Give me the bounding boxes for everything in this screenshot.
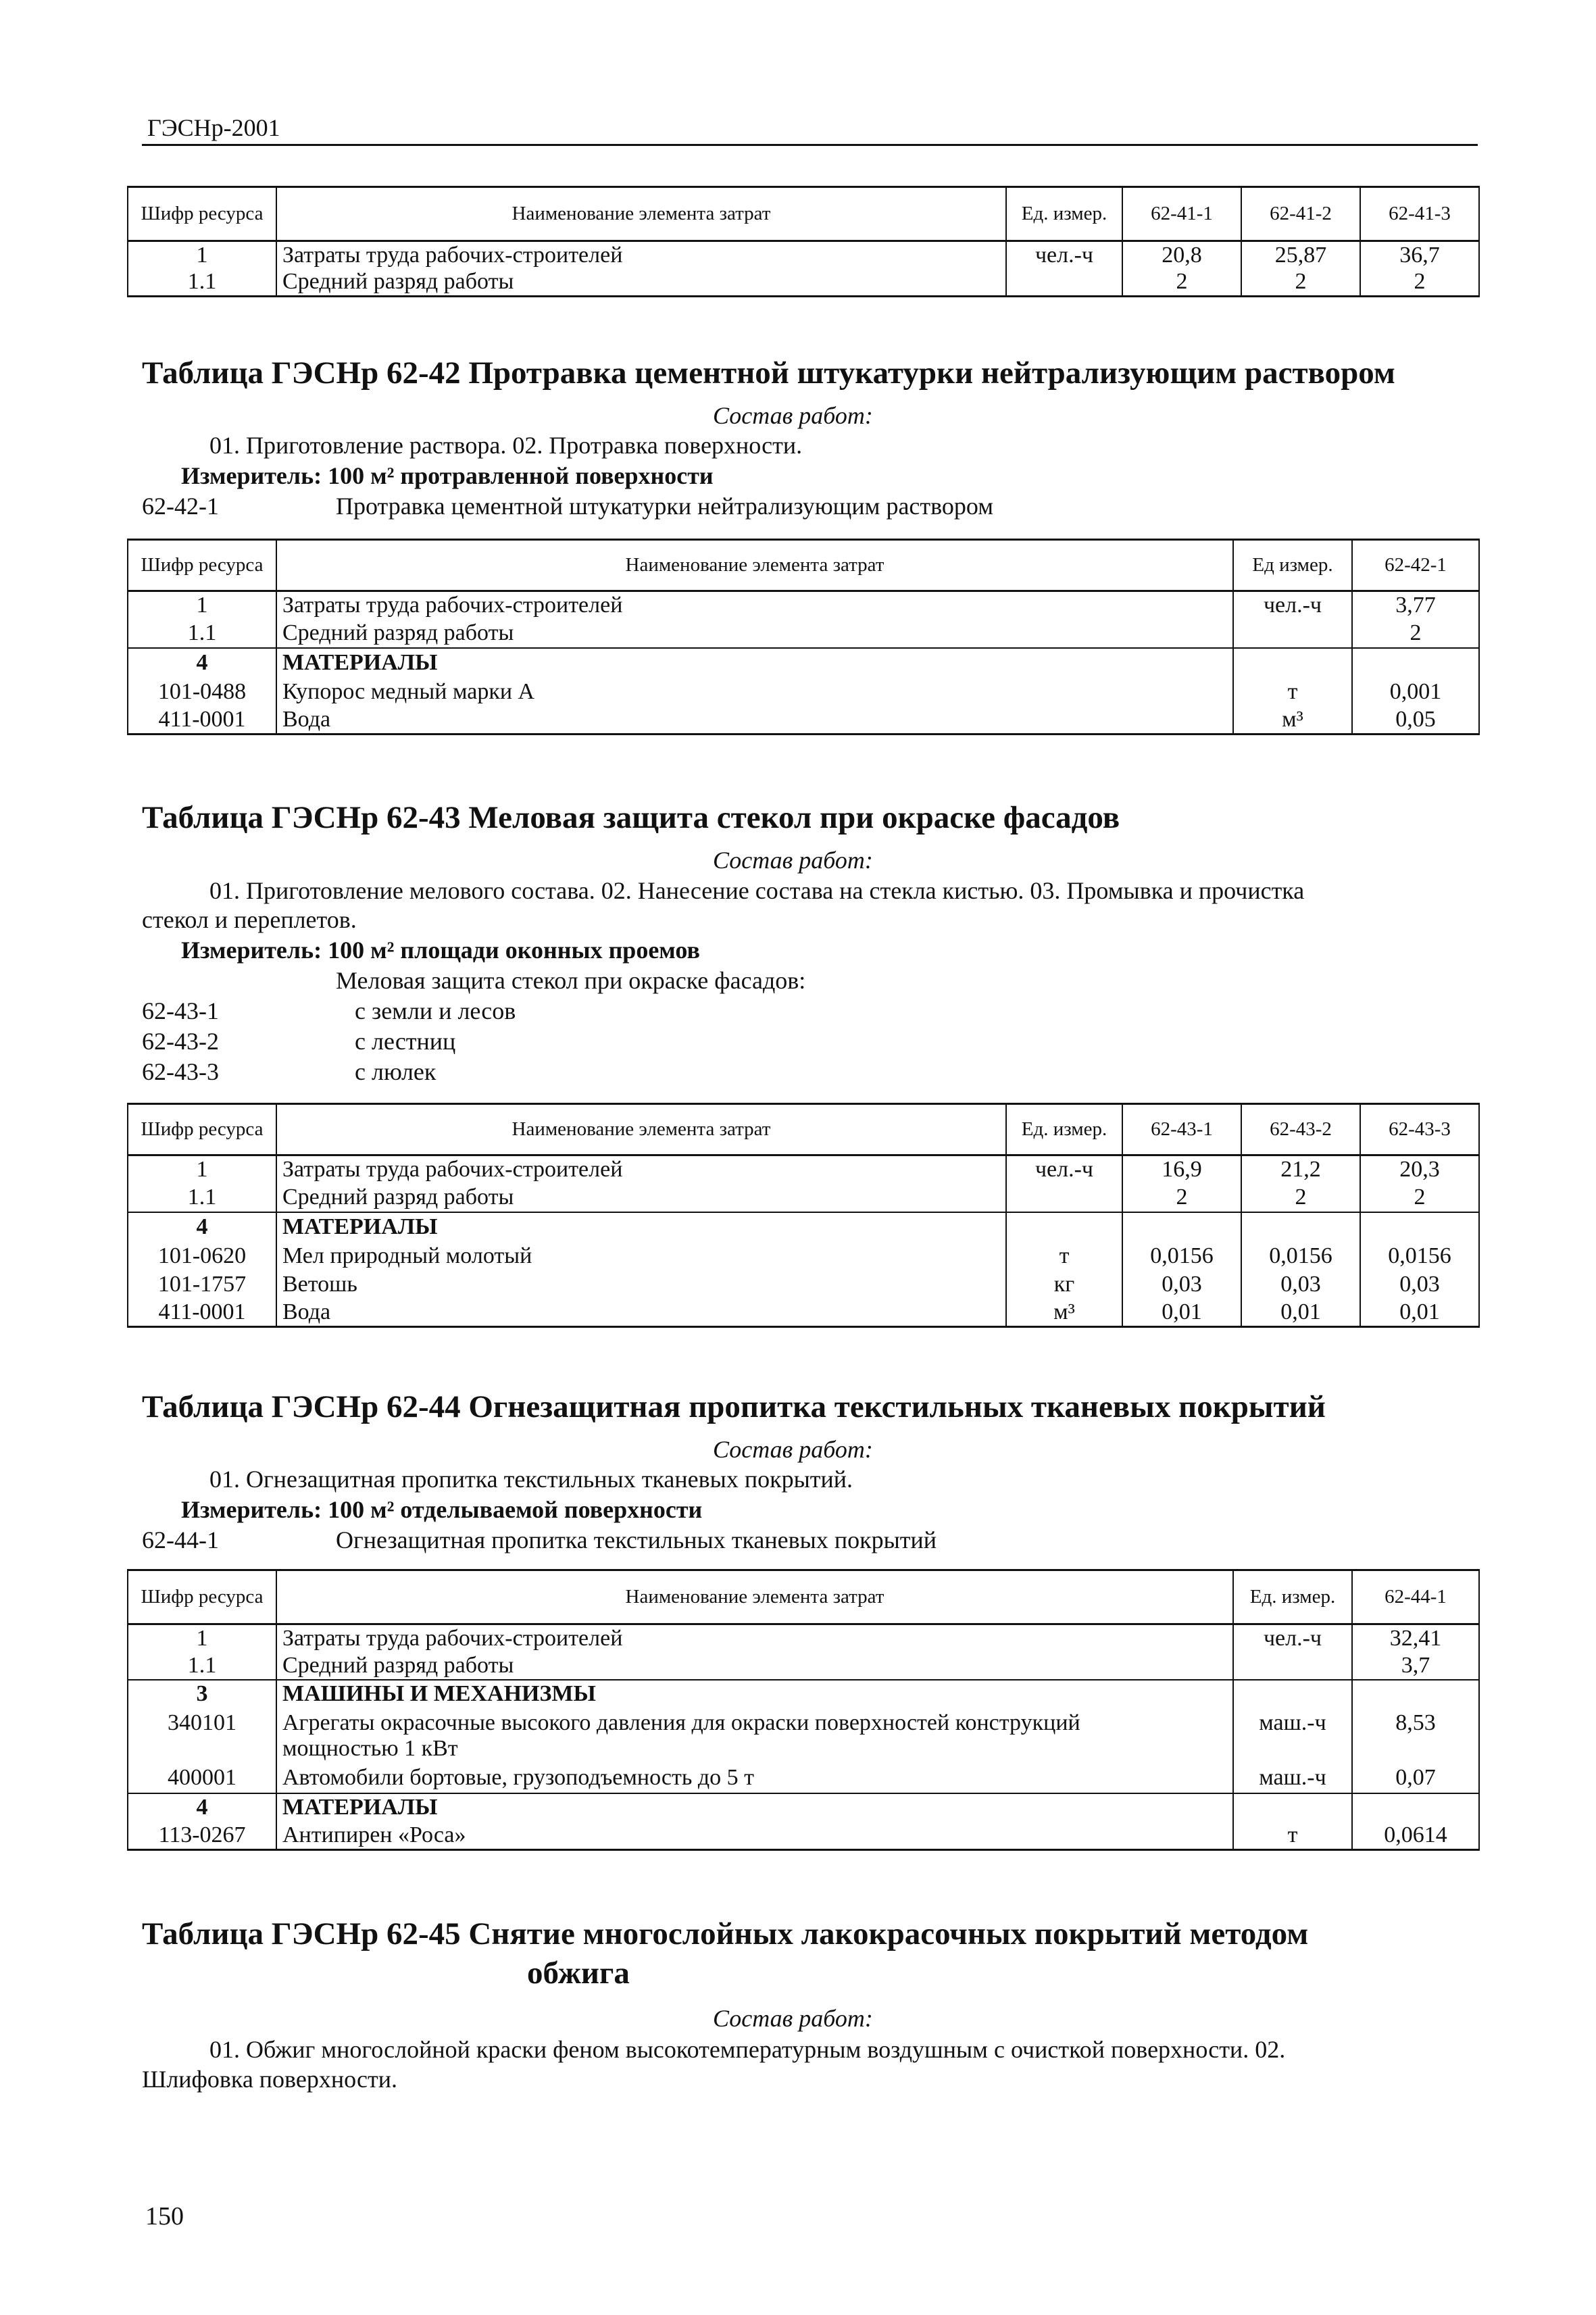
resource-unit [1233, 1793, 1352, 1822]
resource-unit: т [1233, 678, 1352, 706]
value-cell [1360, 1212, 1479, 1242]
value-cell: 2 [1122, 269, 1241, 297]
resource-name: Автомобили бортовые, грузоподъемность до 5 т [276, 1764, 1233, 1793]
col-unit: Ед измер. [1233, 540, 1352, 591]
table-62-43 [127, 1103, 1480, 1328]
norm-group-title: Меловая защита стекол при окраске фасадов: [336, 967, 806, 994]
work-composition-text: 01. Обжиг многослойной краски феном высокотемпературным воздушным с очисткой поверхности. 02. [209, 2036, 1286, 2063]
resource-code: 1.1 [128, 620, 276, 648]
col-norm: 62-42-1 [1352, 540, 1479, 591]
resource-unit: чел.-ч [1006, 1155, 1122, 1184]
resource-name: Средний разряд работы [276, 1184, 1006, 1212]
col-norm: 62-43-2 [1241, 1104, 1360, 1155]
resource-name: Вода [276, 706, 1233, 735]
table-row [128, 1184, 1479, 1212]
work-composition-text-cont: Шлифовка поверхности. [142, 2066, 397, 2093]
resource-unit: т [1233, 1822, 1352, 1850]
resource-name: Мел природный молотый [276, 1242, 1006, 1270]
value-cell: 8,53 [1352, 1708, 1479, 1764]
section-title-62-44: Таблица ГЭСНр 62-44 Огнезащитная пропитка текстильных тканевых покрытий [142, 1389, 1326, 1424]
value-cell: 2 [1360, 1184, 1479, 1212]
value-cell: 0,07 [1352, 1764, 1479, 1793]
resource-unit [1233, 620, 1352, 648]
value-cell: 0,03 [1360, 1270, 1479, 1299]
norm-description: с люлек [355, 1058, 437, 1085]
value-cell [1241, 1212, 1360, 1242]
col-norm: 62-43-1 [1122, 1104, 1241, 1155]
value-cell: 0,01 [1241, 1299, 1360, 1327]
norm-code: 62-42-1 [142, 493, 219, 520]
resource-code: 411-0001 [128, 706, 276, 735]
resource-code: 101-0620 [128, 1242, 276, 1270]
col-name: Наименование элемента затрат [276, 1570, 1233, 1624]
value-cell: 2 [1241, 269, 1360, 297]
resource-name: Антипирен «Роса» [276, 1822, 1233, 1850]
col-unit: Ед. измер. [1006, 1104, 1122, 1155]
measure-unit: Измеритель: 100 м² площади оконных проемов [181, 937, 700, 964]
value-cell: 0,0614 [1352, 1822, 1479, 1850]
table-row [128, 1793, 1479, 1822]
resource-name: Купорос медный марки А [276, 678, 1233, 706]
group-heading: МАШИНЫ И МЕХАНИЗМЫ [276, 1680, 1233, 1708]
resource-unit: т [1006, 1242, 1122, 1270]
resource-name [276, 1708, 1233, 1764]
resource-name-line: Агрегаты окрасочные высокого давления для окраски поверхностей конструкций [282, 1710, 1080, 1735]
work-composition-text-cont: стекол и переплетов. [142, 906, 357, 933]
table-row [128, 1708, 1479, 1764]
group-heading: МАТЕРИАЛЫ [276, 1793, 1233, 1822]
col-cipher: Шифр ресурса [128, 187, 276, 241]
norm-description: Протравка цементной штукатурки нейтрализующим раствором [336, 493, 993, 520]
resource-name: Вода [276, 1299, 1006, 1327]
work-composition-text: 01. Приготовление мелового состава. 02. Нанесение состава на стекла кистью. 03. Промывка и прочистка [209, 877, 1305, 904]
header-rule [142, 144, 1478, 146]
norm-description: Огнезащитная пропитка текстильных тканевых покрытий [336, 1526, 937, 1553]
resource-code: 411-0001 [128, 1299, 276, 1327]
section-title-62-42: Таблица ГЭСНр 62-42 Протравка цементной штукатурки нейтрализующим раствором [142, 355, 1395, 391]
resource-unit: чел.-ч [1006, 241, 1122, 269]
col-norm: 62-44-1 [1352, 1570, 1479, 1624]
resource-unit [1233, 1652, 1352, 1680]
col-norm: 62-43-3 [1360, 1104, 1479, 1155]
value-cell: 25,87 [1241, 241, 1360, 269]
value-cell: 2 [1352, 620, 1479, 648]
value-cell: 0,03 [1122, 1270, 1241, 1299]
value-cell: 16,9 [1122, 1155, 1241, 1184]
col-norm: 62-41-1 [1122, 187, 1241, 241]
norm-description: с лестниц [355, 1028, 456, 1055]
table-row [128, 269, 1479, 297]
table-row [128, 1652, 1479, 1680]
resource-name: Ветошь [276, 1270, 1006, 1299]
resource-code: 3 [128, 1680, 276, 1708]
resource-unit: чел.-ч [1233, 1624, 1352, 1652]
resource-unit: м³ [1006, 1299, 1122, 1327]
resource-unit: м³ [1233, 706, 1352, 735]
section-title-62-43: Таблица ГЭСНр 62-43 Меловая защита стекол при окраске фасадов [142, 800, 1120, 835]
value-cell: 0,001 [1352, 678, 1479, 706]
work-composition-label: Состав работ: [713, 402, 873, 429]
value-cell: 0,0156 [1241, 1242, 1360, 1270]
resource-code: 1 [128, 241, 276, 269]
resource-code: 1.1 [128, 269, 276, 297]
resource-unit: маш.-ч [1233, 1764, 1352, 1793]
measure-unit: Измеритель: 100 м² протравленной поверхности [181, 462, 714, 489]
work-composition-text: 01. Огнезащитная пропитка текстильных тканевых покрытий. [209, 1466, 853, 1493]
work-composition-label: Состав работ: [713, 2005, 873, 2032]
resource-code: 1 [128, 1624, 276, 1652]
resource-code: 1 [128, 591, 276, 620]
norm-description: с земли и лесов [355, 997, 516, 1024]
value-cell: 0,01 [1122, 1299, 1241, 1327]
table-row [128, 678, 1479, 706]
group-heading: МАТЕРИАЛЫ [276, 648, 1233, 678]
table-row [128, 1680, 1479, 1708]
resource-unit [1006, 269, 1122, 297]
col-cipher: Шифр ресурса [128, 1104, 276, 1155]
table-row [128, 1299, 1479, 1327]
resource-code: 340101 [128, 1708, 276, 1764]
table-row [128, 620, 1479, 648]
value-cell: 2 [1241, 1184, 1360, 1212]
value-cell: 20,3 [1360, 1155, 1479, 1184]
resource-name: Затраты труда рабочих-строителей [276, 591, 1233, 620]
table-row [128, 1212, 1479, 1242]
value-cell: 0,05 [1352, 706, 1479, 735]
measure-unit: Измеритель: 100 м² отделываемой поверхности [181, 1496, 703, 1523]
col-name: Наименование элемента затрат [276, 540, 1233, 591]
value-cell: 20,8 [1122, 241, 1241, 269]
table-row [128, 648, 1479, 678]
section-title-62-45: Таблица ГЭСНр 62-45 Снятие многослойных лакокрасочных покрытий методом [142, 1916, 1309, 1951]
table-row [128, 706, 1479, 735]
table-row [128, 1155, 1479, 1184]
value-cell: 2 [1122, 1184, 1241, 1212]
value-cell [1352, 648, 1479, 678]
value-cell: 2 [1360, 269, 1479, 297]
work-composition-label: Состав работ: [713, 1436, 873, 1463]
table-row [128, 1242, 1479, 1270]
col-name: Наименование элемента затрат [276, 1104, 1006, 1155]
col-norm: 62-41-2 [1241, 187, 1360, 241]
resource-code: 4 [128, 1793, 276, 1822]
resource-code: 400001 [128, 1764, 276, 1793]
norm-code: 62-44-1 [142, 1526, 219, 1553]
resource-code: 113-0267 [128, 1822, 276, 1850]
page-number: 150 [145, 2202, 184, 2231]
resource-name-line: мощностью 1 кВт [282, 1736, 458, 1762]
resource-code: 1.1 [128, 1652, 276, 1680]
norm-code: 62-43-2 [142, 1028, 219, 1055]
running-header: ГЭСНр-2001 [147, 114, 280, 141]
table-62-42 [127, 539, 1480, 735]
col-cipher: Шифр ресурса [128, 1570, 276, 1624]
value-cell: 0,01 [1360, 1299, 1479, 1327]
resource-unit [1006, 1184, 1122, 1212]
resource-code: 101-0488 [128, 678, 276, 706]
table-row [128, 241, 1479, 269]
value-cell: 21,2 [1241, 1155, 1360, 1184]
value-cell [1352, 1680, 1479, 1708]
table-row [128, 1764, 1479, 1793]
resource-code: 1 [128, 1155, 276, 1184]
norm-code: 62-43-1 [142, 997, 219, 1024]
table-row [128, 591, 1479, 620]
section-title-62-45-cont: обжига [527, 1956, 630, 1991]
table-62-44 [127, 1569, 1480, 1851]
table-row [128, 1624, 1479, 1652]
value-cell: 0,0156 [1360, 1242, 1479, 1270]
col-cipher: Шифр ресурса [128, 540, 276, 591]
value-cell: 36,7 [1360, 241, 1479, 269]
resource-unit [1006, 1212, 1122, 1242]
col-unit: Ед. измер. [1006, 187, 1122, 241]
value-cell: 0,0156 [1122, 1242, 1241, 1270]
value-cell: 0,03 [1241, 1270, 1360, 1299]
resource-unit: маш.-ч [1233, 1708, 1352, 1764]
resource-unit: кг [1006, 1270, 1122, 1299]
resource-name: Средний разряд работы [276, 620, 1233, 648]
table-row [128, 1270, 1479, 1299]
resource-name: Затраты труда рабочих-строителей [276, 1624, 1233, 1652]
resource-code: 4 [128, 1212, 276, 1242]
norm-code: 62-43-3 [142, 1058, 219, 1085]
value-cell: 3,77 [1352, 591, 1479, 620]
resource-unit [1233, 1680, 1352, 1708]
value-cell: 3,7 [1352, 1652, 1479, 1680]
work-composition-text: 01. Приготовление раствора. 02. Протравка поверхности. [209, 432, 803, 459]
value-cell: 32,41 [1352, 1624, 1479, 1652]
resource-unit [1233, 648, 1352, 678]
resource-name: Затраты труда рабочих-строителей [276, 1155, 1006, 1184]
resource-name: Затраты труда рабочих-строителей [276, 241, 1006, 269]
table-62-41 [127, 186, 1480, 297]
value-cell [1352, 1793, 1479, 1822]
col-norm: 62-41-3 [1360, 187, 1479, 241]
col-unit: Ед. измер. [1233, 1570, 1352, 1624]
resource-unit: чел.-ч [1233, 591, 1352, 620]
resource-code: 4 [128, 648, 276, 678]
table-row [128, 1822, 1479, 1850]
group-heading: МАТЕРИАЛЫ [276, 1212, 1006, 1242]
resource-code: 101-1757 [128, 1270, 276, 1299]
work-composition-label: Состав работ: [713, 847, 873, 874]
value-cell [1122, 1212, 1241, 1242]
resource-name: Средний разряд работы [276, 269, 1006, 297]
col-name: Наименование элемента затрат [276, 187, 1006, 241]
resource-code: 1.1 [128, 1184, 276, 1212]
resource-name: Средний разряд работы [276, 1652, 1233, 1680]
